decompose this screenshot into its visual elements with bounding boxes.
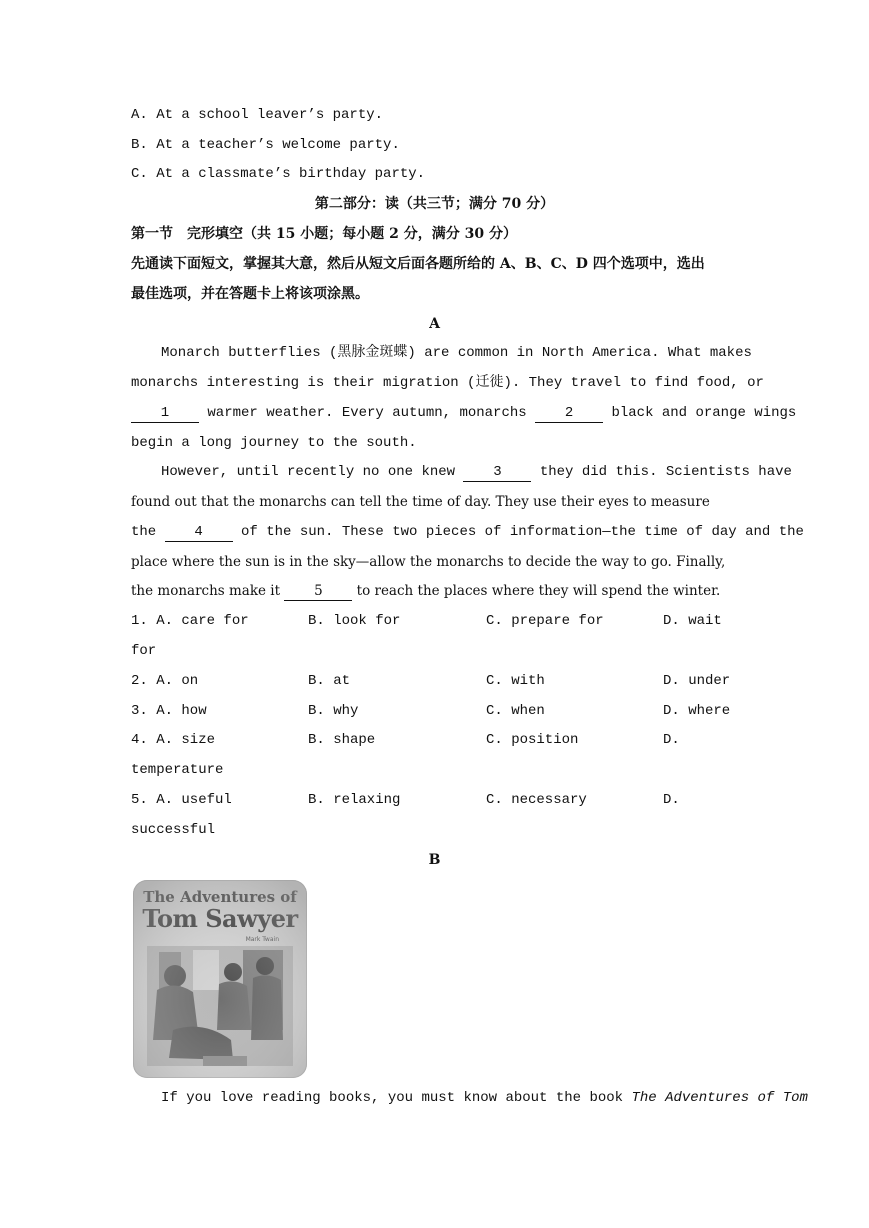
passage-b-intro-text: If you love reading books, you must know about the book (161, 1090, 632, 1106)
listening-option-a: A. At a school leaver’s party. (131, 107, 384, 123)
question-4-option-d[interactable]: D. (663, 732, 680, 748)
question-2-option-a[interactable]: 2. A. on (131, 673, 199, 689)
question-5-option-d[interactable]: D. (663, 792, 680, 808)
passage-a-p1-line-2: monarchs interesting is their migration (迁徙). They travel to find food, or (131, 375, 764, 391)
question-5-option-c[interactable]: C. necessary (486, 792, 587, 808)
passage-a-label: A (429, 316, 440, 332)
listening-option-b: B. At a teacher’s welcome party. (131, 137, 400, 153)
passage-a-p1-line-3 (131, 403, 796, 423)
question-1-option-d-wrap: for (131, 643, 157, 659)
blank-2[interactable]: 2 (535, 404, 603, 423)
question-4-option-d-wrap: temperature (131, 762, 224, 778)
passage-a-p1-line-4: begin a long journey to the south. (131, 435, 417, 451)
passage-a-p2-line-5-text-a: the monarchs make it (131, 583, 285, 599)
question-3-option-c[interactable]: C. when (486, 703, 545, 719)
question-2-option-c[interactable]: C. with (486, 673, 545, 689)
passage-a-p2-line-2: found out that the monarchs can tell the time of day. They use their eyes to measure (131, 494, 710, 510)
blank-1[interactable]: 1 (131, 404, 199, 423)
question-5-option-b[interactable]: B. relaxing (308, 792, 401, 808)
question-1-option-a[interactable]: 1. A. care for (131, 613, 249, 629)
question-4-option-b[interactable]: B. shape (308, 732, 376, 748)
passage-a-p1-line-3-text-b: black and orange wings (603, 405, 797, 421)
passage-a-p2-line-3 (131, 522, 804, 542)
book-cover-image (133, 880, 307, 1078)
question-3-option-b[interactable]: B. why (308, 703, 359, 719)
question-2-option-b[interactable]: B. at (308, 673, 351, 689)
listening-option-c: C. At a classmate’s birthday party. (131, 166, 426, 182)
question-1-option-c[interactable]: C. prepare for (486, 613, 604, 629)
passage-a-p2-line-1-text-a: However, until recently no one knew (161, 464, 464, 480)
instructions-line-2: 最佳选项，并在答题卡上将该项涂黑。 (131, 286, 369, 302)
part-title: 第二部分：读（共三节；满分 70 分） (314, 196, 555, 212)
question-5-option-d-wrap: successful (131, 822, 216, 838)
passage-a-p1-line-1: Monarch butterflies (黑脉金斑蝶) are common in North America. What makes (161, 345, 752, 361)
passage-b-label: B (428, 852, 441, 868)
passage-a-p2-line-4: place where the sun is in the sky—allow the monarchs to decide the way to go. Finally, (131, 554, 726, 570)
blank-3[interactable]: 3 (463, 463, 531, 482)
question-2-option-d[interactable]: D. under (663, 673, 731, 689)
blank-5[interactable]: 5 (284, 582, 352, 601)
question-3-option-d[interactable]: D. where (663, 703, 731, 719)
book-cover-illustration (133, 880, 307, 1078)
passage-a-p2-line-5 (131, 581, 720, 601)
passage-b-intro-line (161, 1088, 808, 1108)
question-1-option-b[interactable]: B. look for (308, 613, 401, 629)
question-1-option-d[interactable]: D. wait (663, 613, 722, 629)
question-3-option-a[interactable]: 3. A. how (131, 703, 207, 719)
blank-4[interactable]: 4 (165, 523, 233, 542)
question-4-option-a[interactable]: 4. A. size (131, 732, 216, 748)
instructions-line-1: 先通读下面短文，掌握其大意，然后从短文后面各题所给的 A、B、C、D 四个选项中，选出 (131, 256, 705, 272)
passage-a-p2-line-3-text-b: of the sun. These two pieces of information—the time of day and the (232, 524, 804, 540)
question-5-option-a[interactable]: 5. A. useful (131, 792, 232, 808)
passage-a-p1-line-3-text-a: warmer weather. Every autumn, monarchs (199, 405, 536, 421)
passage-a-p2-line-1 (161, 462, 792, 482)
section-title: 第一节 完形填空（共 15 小题；每小题 2 分，满分 30 分） (131, 226, 517, 242)
passage-a-p2-line-3-text-a: the (131, 524, 165, 540)
passage-b-book-title: The Adventures of Tom (631, 1090, 808, 1106)
passage-a-p2-line-1-text-b: they did this. Scientists have (531, 464, 792, 480)
question-4-option-c[interactable]: C. position (486, 732, 579, 748)
passage-a-p2-line-5-text-b: to reach the places where they will spend the winter. (352, 583, 721, 599)
